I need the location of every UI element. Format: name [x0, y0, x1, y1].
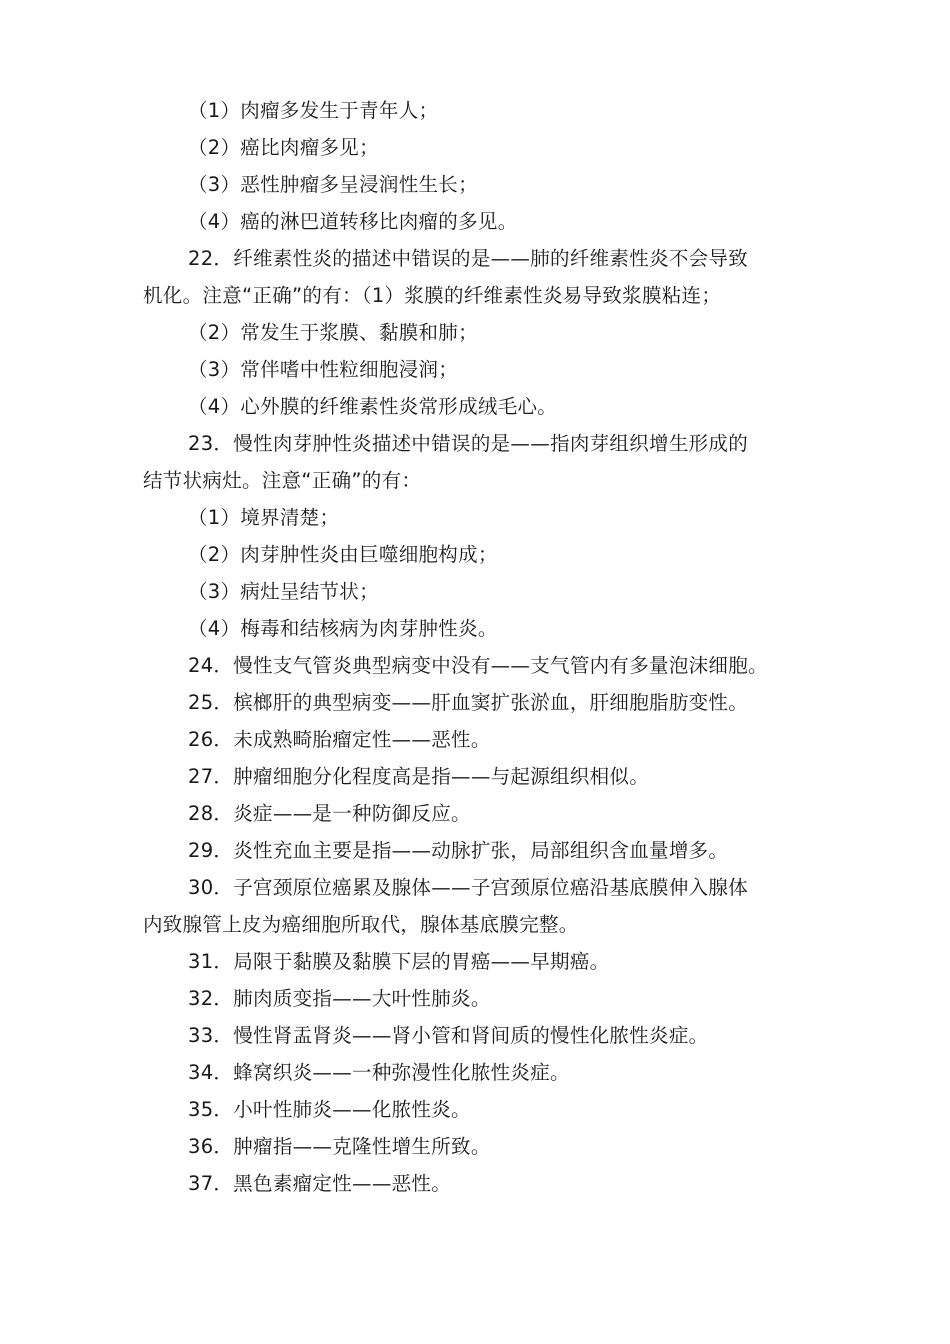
- text-line: 31．局限于黏膜及黏膜下层的胃癌——早期癌。: [188, 950, 610, 973]
- text-line: 35．小叶性肺炎——化脓性炎。: [188, 1098, 471, 1121]
- text-line: 33．慢性肾盂肾炎——肾小管和肾间质的慢性化脓性炎症。: [188, 1024, 709, 1047]
- text-line: 30．子宫颈原位癌累及腺体——子宫颈原位癌沿基底膜伸入腺体: [188, 876, 749, 899]
- text-line: （2）肉芽肿性炎由巨噬细胞构成；: [188, 543, 498, 566]
- text-line: 25．槟榔肝的典型病变——肝血窦扩张淤血，肝细胞脂肪变性。: [188, 691, 749, 714]
- text-line: 结节状病灶。注意“正确”的有：: [143, 469, 422, 492]
- text-line: （1）肉瘤多发生于青年人；: [188, 99, 439, 122]
- text-line: 36．肿瘤指——克隆性增生所致。: [188, 1135, 491, 1158]
- text-line: 23．慢性肉芽肿性炎描述中错误的是——指肉芽组织增生形成的: [188, 432, 749, 455]
- text-line: （4）梅毒和结核病为肉芽肿性炎。: [188, 617, 498, 640]
- text-line: （2）常发生于浆膜、黏膜和肺；: [188, 321, 478, 344]
- text-line: （4）癌的淋巴道转移比肉瘤的多见。: [188, 210, 518, 233]
- text-line: 27．肿瘤细胞分化程度高是指——与起源组织相似。: [188, 765, 650, 788]
- text-line: （3）常伴嗜中性粒细胞浸润；: [188, 358, 459, 381]
- text-line: （3）恶性肿瘤多呈浸润性生长；: [188, 173, 478, 196]
- text-line: 机化。注意“正确”的有：（1）浆膜的纤维素性炎易导致浆膜粘连；: [143, 284, 722, 307]
- text-line: 24．慢性支气管炎典型病变中没有——支气管内有多量泡沫细胞。: [188, 654, 768, 677]
- text-line: （2）癌比肉瘤多见；: [188, 136, 379, 159]
- text-line: 26．未成熟畸胎瘤定性——恶性。: [188, 728, 491, 751]
- text-line: 34．蜂窝织炎——一种弥漫性化脓性炎症。: [188, 1061, 570, 1084]
- text-line: 29．炎性充血主要是指——动脉扩张，局部组织含血量增多。: [188, 839, 729, 862]
- text-line: 内致腺管上皮为癌细胞所取代，腺体基底膜完整。: [143, 913, 579, 936]
- text-line: （1）境界清楚；: [188, 506, 340, 529]
- text-line: （3）病灶呈结节状；: [188, 580, 379, 603]
- text-line: （4）心外膜的纤维素性炎常形成绒毛心。: [188, 395, 558, 418]
- document-body: [143, 92, 813, 1202]
- text-line: 37．黑色素瘤定性——恶性。: [188, 1172, 452, 1195]
- text-line: 28．炎症——是一种防御反应。: [188, 802, 471, 825]
- text-line: 22．纤维素性炎的描述中错误的是——肺的纤维素性炎不会导致: [188, 247, 749, 270]
- text-line: 32．肺肉质变指——大叶性肺炎。: [188, 987, 491, 1010]
